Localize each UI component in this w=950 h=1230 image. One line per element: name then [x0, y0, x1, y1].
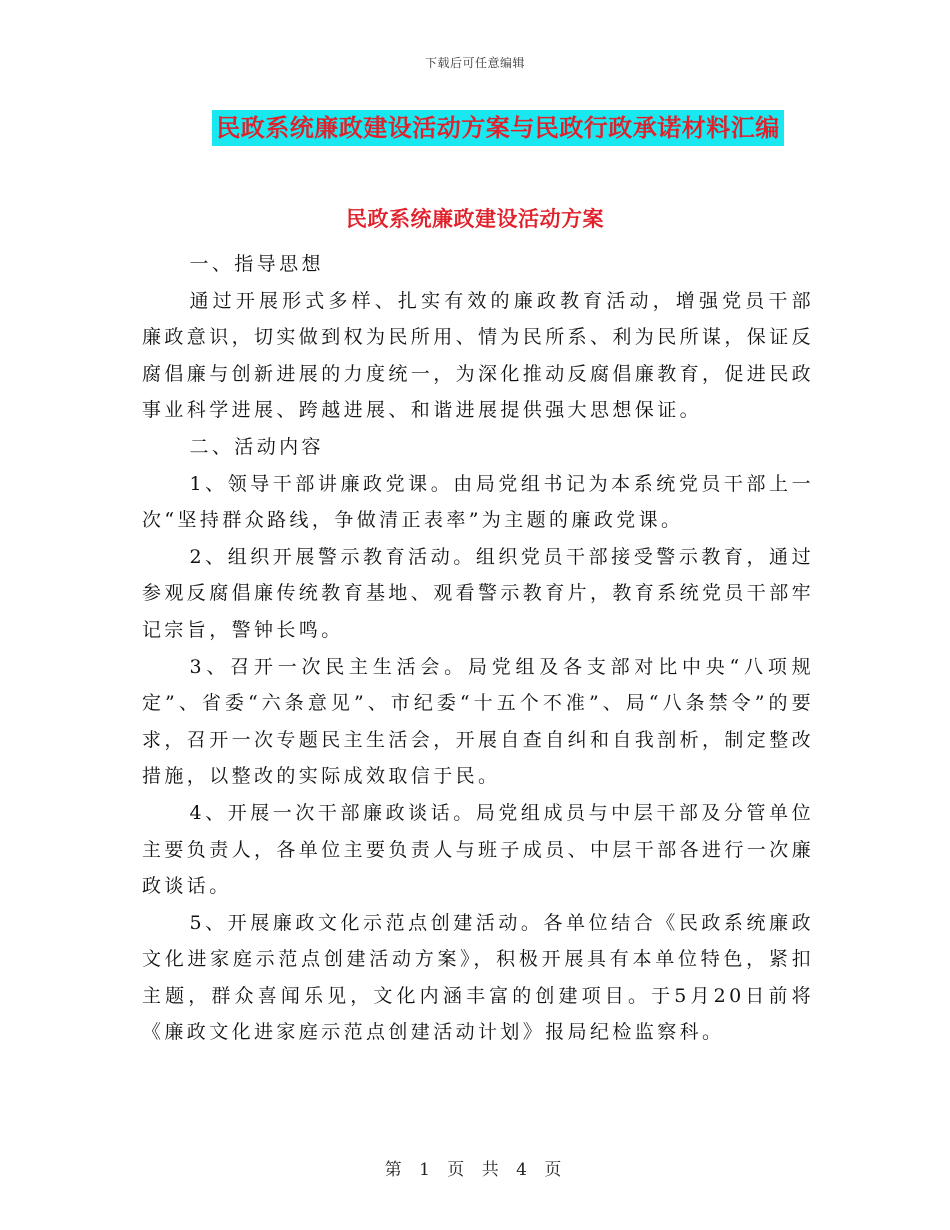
- page-number-footer: 第 1 页 共 4 页: [384, 1160, 566, 1180]
- paragraph-item-1: 1、领导干部讲廉政党课。由局党组书记为本系统党员干部上一次“坚持群众路线，争做清正表率”为主题的廉政党课。: [142, 472, 814, 532]
- paragraph-item-2: 2、组织开展警示教育活动。组织党员干部接受警示教育，通过参观反腐倡廉传统教育基地、观看警示教育片，教育系统党员干部牢记宗旨，警钟长鸣。: [142, 545, 815, 641]
- section-title: 民政系统廉政建设活动方案: [346, 206, 604, 231]
- document-body: [142, 246, 814, 1051]
- main-title: 民政系统廉政建设活动方案与民政行政承诺材料汇编: [212, 110, 784, 146]
- paragraph-guiding-thought: 通过开展形式多样、扎实有效的廉政教育活动，增强党员干部廉政意识，切实做到权为民所用、情为民所系、利为民所谋，保证反腐倡廉与创新进展的力度统一，为深化推动反腐倡廉教育，促进民政事业科学进展、跨越进展、和谐进展提供强大思想保证。: [142, 289, 815, 422]
- heading-activity-content: 二、活动内容: [189, 435, 324, 458]
- header-note: 下载后可任意编辑: [424, 56, 525, 70]
- paragraph-item-3: 3、召开一次民主生活会。局党组及各支部对比中央“八项规定”、省委“六条意见”、市纪委“十五个不准”、局“八条禁令”的要求，召开一次专题民主生活会，开展自查自纠和自我剖析，制定整改措施，以整改的实际成效取信于民。: [142, 655, 815, 788]
- heading-guiding-thought: 一、指导思想: [189, 253, 324, 275]
- paragraph-item-5: 5、开展廉政文化示范点创建活动。各单位结合《民政系统廉政文化进家庭示范点创建活动方案》，积极开展具有本单位特色，紧扣主题，群众喜闻乐见，文化内涵丰富的创建项目。于5月20日前将《廉政文化进家庭示范点创建活动计划》报局纪检监察科。: [142, 911, 814, 1044]
- paragraph-item-4: 4、开展一次干部廉政谈话。局党组成员与中层干部及分管单位主要负责人，各单位主要负责人与班子成员、中层干部各进行一次廉政谈话。: [142, 801, 815, 898]
- main-title-container: [0, 110, 950, 146]
